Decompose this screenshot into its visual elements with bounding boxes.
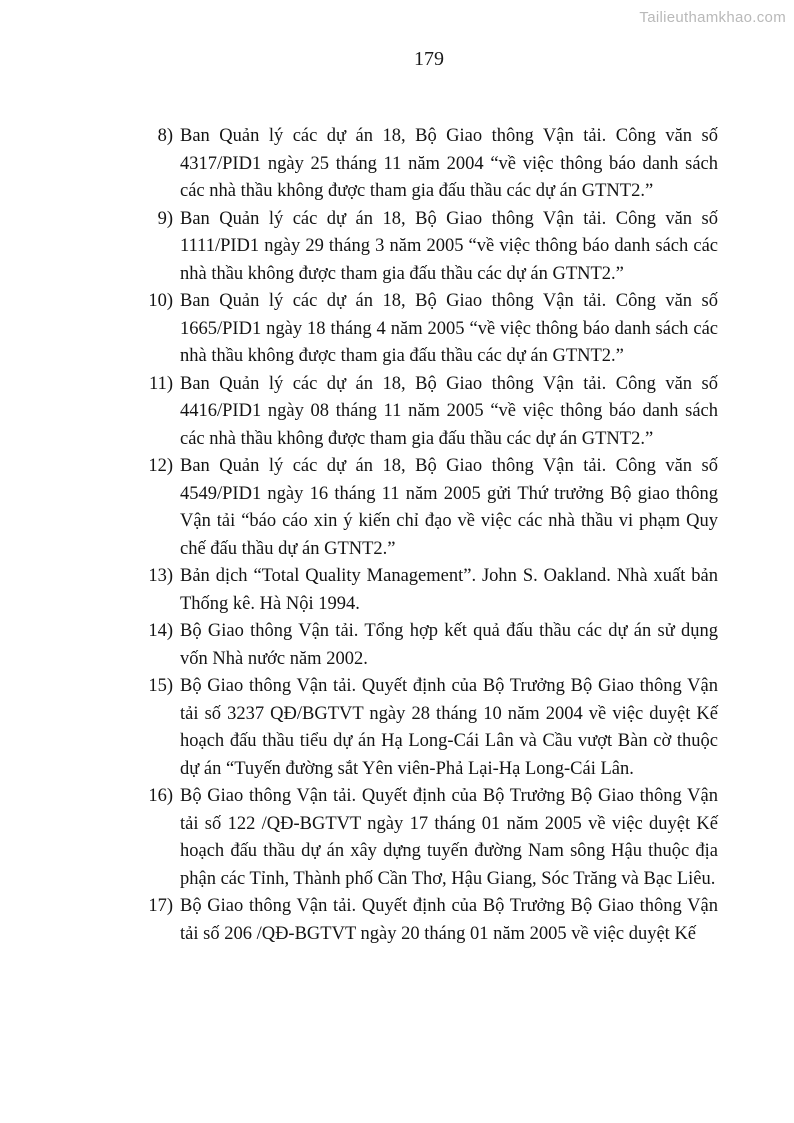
reference-text: Bộ Giao thông Vận tải. Quyết định của Bộ Trưởng Bộ Giao thông Vận tải số 3237 QĐ/BGTVT ngày 28 tháng 10 năm 2004 về việc duyệt Kế hoạch đấu thầu tiểu dự án Hạ Long-Cái Lân và Cầu vượt Bàn cờ thuộc dự án “Tuyến đường sắt Yên viên-Phả Lại-Hạ Long-Cái Lân. <box>180 676 718 779</box>
reference-item <box>140 288 718 371</box>
reference-item <box>140 453 718 563</box>
reference-list <box>140 123 718 948</box>
reference-text: Bản dịch “Total Quality Management”. John S. Oakland. Nhà xuất bản Thống kê. Hà Nội 1994. <box>180 566 718 614</box>
page-number: 179 <box>414 48 444 70</box>
reference-text: Bộ Giao thông Vận tải. Quyết định của Bộ Trưởng Bộ Giao thông Vận tải số 206 /QĐ-BGTVT ngày 20 tháng 01 năm 2005 về việc duyệt Kế <box>180 896 718 944</box>
reference-number: 15) <box>148 676 173 696</box>
reference-number: 8) <box>157 126 173 146</box>
reference-number: 16) <box>148 786 173 806</box>
reference-item <box>140 123 718 206</box>
reference-number: 10) <box>148 291 173 311</box>
reference-item <box>140 673 718 783</box>
reference-number: 13) <box>148 566 173 586</box>
watermark-text: Tailieuthamkhao.com <box>639 9 786 26</box>
reference-text: Ban Quản lý các dự án 18, Bộ Giao thông Vận tải. Công văn số 1665/PID1 ngày 18 tháng 4 năm 2005 “về việc thông báo danh sách các nhà thầu không được tham gia đấu thầu các dự án GTNT2.” <box>180 291 718 366</box>
reference-number: 12) <box>148 456 173 476</box>
reference-item <box>140 783 718 893</box>
reference-item <box>140 893 718 948</box>
reference-number: 9) <box>157 208 173 229</box>
reference-item <box>140 206 718 289</box>
reference-item <box>140 563 718 618</box>
reference-text: Ban Quản lý các dự án 18, Bộ Giao thông Vận tải. Công văn số 4317/PID1 ngày 25 tháng 11 năm 2004 “về việc thông báo danh sách các nhà thầu không được tham gia đấu thầu các dự án GTNT2.” <box>180 126 718 201</box>
reference-text: Bộ Giao thông Vận tải. Quyết định của Bộ Trưởng Bộ Giao thông Vận tải số 122 /QĐ-BGTVT ngày 17 tháng 01 năm 2005 về việc duyệt Kế hoạch đấu thầu dự án xây dựng tuyến đường Nam sông Hậu thuộc địa phận các Tỉnh, Thành phố Cần Thơ, Hậu Giang, Sóc Trăng và Bạc Liêu. <box>180 786 718 889</box>
reference-number: 17) <box>148 896 173 916</box>
reference-item <box>140 618 718 673</box>
reference-text: Ban Quản lý các dự án 18, Bộ Giao thông Vận tải. Công văn số 1111/PID1 ngày 29 tháng 3 năm 2005 “về việc thông báo danh sách các nhà thầu không được tham gia đấu thầu các dự án GTNT2.” <box>180 208 718 284</box>
reference-number: 11) <box>149 373 173 394</box>
reference-text: Bộ Giao thông Vận tải. Tổng hợp kết quả đấu thầu các dự án sử dụng vốn Nhà nước năm 2002. <box>180 621 718 669</box>
reference-text: Ban Quản lý các dự án 18, Bộ Giao thông Vận tải. Công văn số 4416/PID1 ngày 08 tháng 11 năm 2005 “về việc thông báo danh sách các nhà thầu không được tham gia đấu thầu các dự án GTNT2.” <box>180 373 718 449</box>
reference-text: Ban Quản lý các dự án 18, Bộ Giao thông Vận tải. Công văn số 4549/PID1 ngày 16 tháng 11 năm 2005 gửi Thứ trưởng Bộ giao thông Vận tải “báo cáo xin ý kiến chỉ đạo về việc các nhà thầu vi phạm Quy chế đấu thầu dự án GTNT2.” <box>180 456 718 559</box>
reference-item <box>140 371 718 454</box>
reference-number: 14) <box>148 621 173 641</box>
